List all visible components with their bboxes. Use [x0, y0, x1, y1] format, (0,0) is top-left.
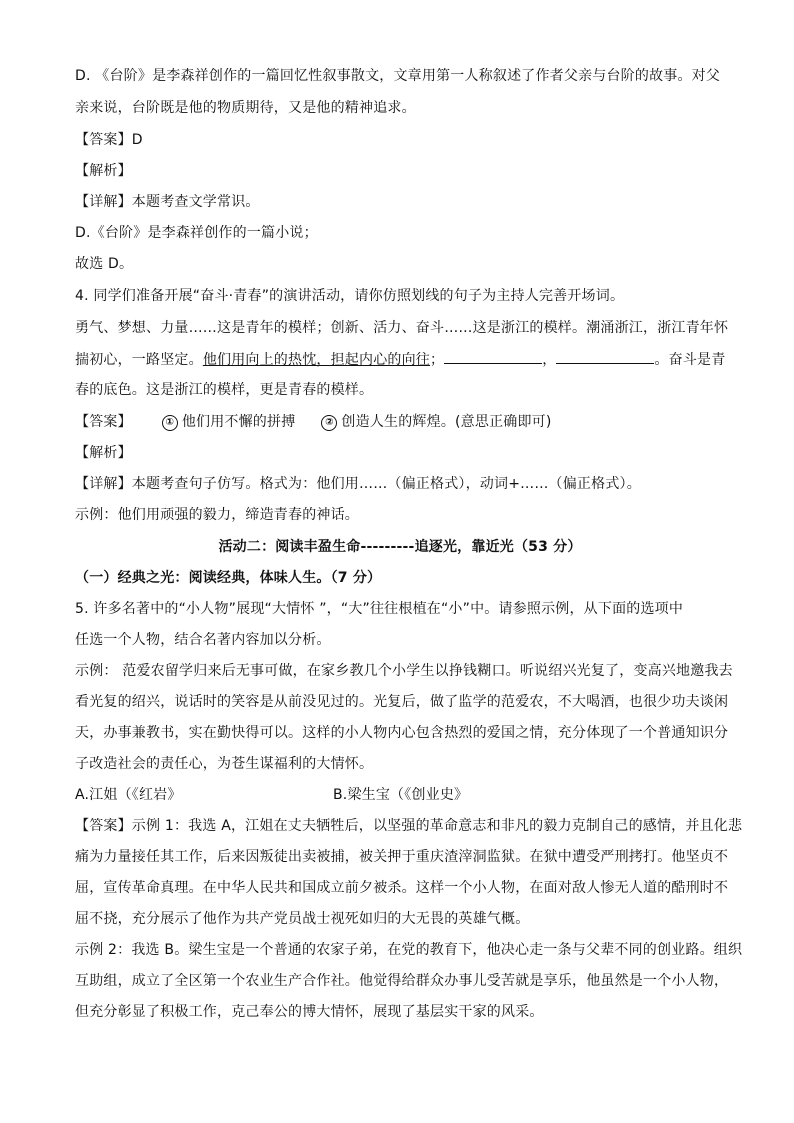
section-one-heading: （一）经典之光：阅读经典，体味人生。（7 分）: [75, 570, 382, 586]
q4-text-line-1: 勇气、梦想、力量……这是青年的模样；创新、活力、奋斗……这是浙江的模样。潮涌浙江，浙江青年怀: [75, 320, 729, 336]
q4-answer-part-1: 他们用不懈的拼搏: [181, 414, 296, 430]
q3-option-d-line-2: 亲来说，台阶既是他的物质期待，又是他的精神追求。: [75, 100, 416, 116]
q4-text-line-2: [75, 349, 725, 370]
q5-answer-line-5: 示例 2：我选 B。梁生宝是一个普通的农家子弟，在党的教育下，他决心走一条与父辈不同的创业路。组织: [75, 942, 743, 958]
q4-blank-2: [556, 349, 654, 364]
q5-stem-line-2: 任选一个人物，结合名著内容加以分析。: [75, 632, 331, 648]
q5-answer-line-1: 【答案】示例 1：我选 A，江姐在丈夫牺牲后，以坚强的革命意志和非凡的毅力克制自己的感情，并且化悲: [75, 818, 743, 834]
circled-one-icon: ①: [162, 415, 178, 431]
q5-example-line-3: 天，办事兼教书，实在勤快得可以。这样的小人物内心包含热烈的爱国之情，充分体现了一个普通知识分: [75, 725, 729, 741]
circled-two-icon: ②: [321, 415, 337, 431]
q4-underlined-sentence: 他们用向上的热忱，担起内心的向往: [202, 352, 431, 368]
q4-analysis-heading: 【解析】: [75, 445, 132, 461]
q5-options: [75, 785, 725, 805]
q4-detail: 【详解】本题考查句子仿写。格式为：他们用……（偏正格式），动词+……（偏正格式）。: [75, 476, 641, 492]
q4-answer-part-2: 创造人生的辉煌。(意思正确即可): [341, 414, 552, 430]
q3-analysis-heading: 【解析】: [75, 163, 132, 179]
q4-stem: 4. 同学们准备开展“奋斗·青春”的演讲活动，请你仿照划线的句子为主持人完善开场词。: [75, 288, 625, 304]
q3-choice: 故选 D。: [75, 256, 134, 272]
q3-detail: 【详解】本题考查文学常识。: [75, 194, 260, 210]
activity-two-heading: 活动二：阅读丰盈生命---------追逐光，靠近光（53 分）: [218, 539, 582, 555]
q4-semicolon: ；: [430, 352, 445, 368]
q4-example: 示例：他们用顽强的毅力，缔造青春的神话。: [75, 507, 359, 523]
q5-option-b: B.梁生宝（《创业史》: [333, 787, 469, 803]
q5-answer-line-4: 屈不挠，充分展示了他作为共产党员战士视死如归的大无畏的英雄气概。: [75, 911, 530, 927]
q3-answer: 【答案】D: [75, 132, 143, 148]
q4-comma: ，: [542, 352, 557, 368]
q5-example-line-1: 示例： 范爱农留学归来后无事可做，在家乡教几个小学生以挣钱糊口。听说绍兴光复了，变高兴地邀我去: [75, 663, 733, 679]
q4-text-2-end: 。奋斗是青: [654, 352, 726, 368]
q4-answer-label: 【答案】: [75, 414, 132, 430]
q5-answer-line-6: 互助组，成立了全区第一个农业生产合作社。他觉得给群众办事儿受苦就是享乐，他虽然是一个小人物，: [75, 973, 729, 989]
q5-example-line-2: 看光复的绍兴，说话时的笑容是从前没见过的。光复后，做了监学的范爱农，不大喝酒，也很少功夫谈闲: [75, 694, 729, 710]
q5-option-a: A.江姐（《红岩》: [75, 787, 182, 803]
q4-text-line-3: 春的底色。这是浙江的模样，更是青春的模样。: [75, 382, 374, 398]
q4-answer: [75, 412, 725, 432]
q5-answer-line-3: 屈，宣传革命真理。在中华人民共和国成立前夕被杀。这样一个小人物，在面对敌人惨无人道的酷刑时不: [75, 880, 729, 896]
q3-option-d-line-1: D. 《台阶》是李森祥创作的一篇回忆性叙事散文，文章用第一人称叙述了作者父亲与台阶的故事。对父: [75, 68, 721, 84]
q5-answer-line-2: 痛为力量接任其工作，后来因叛徒出卖被捕，被关押于重庆渣滓洞监狱。在狱中遭受严刑拷打。他坚贞不: [75, 849, 729, 865]
q5-stem-line-1: 5. 许多名著中的“小人物”展现“大情怀 ”，“大”往往根植在“小”中。请参照示例，从下面的选项中: [75, 601, 684, 617]
q4-blank-1: [444, 349, 542, 364]
q3-explanation: D.《台阶》是李森祥创作的一篇小说；: [75, 225, 318, 241]
q4-text-2-start: 揣初心，一路坚定。: [75, 352, 203, 368]
q5-example-line-4: 子改造社会的责任心，为苍生谋福利的大情怀。: [75, 756, 374, 772]
q5-answer-line-7: 但充分彰显了积极工作，克己奉公的博大情怀，展现了基层实干家的风采。: [75, 1004, 544, 1020]
